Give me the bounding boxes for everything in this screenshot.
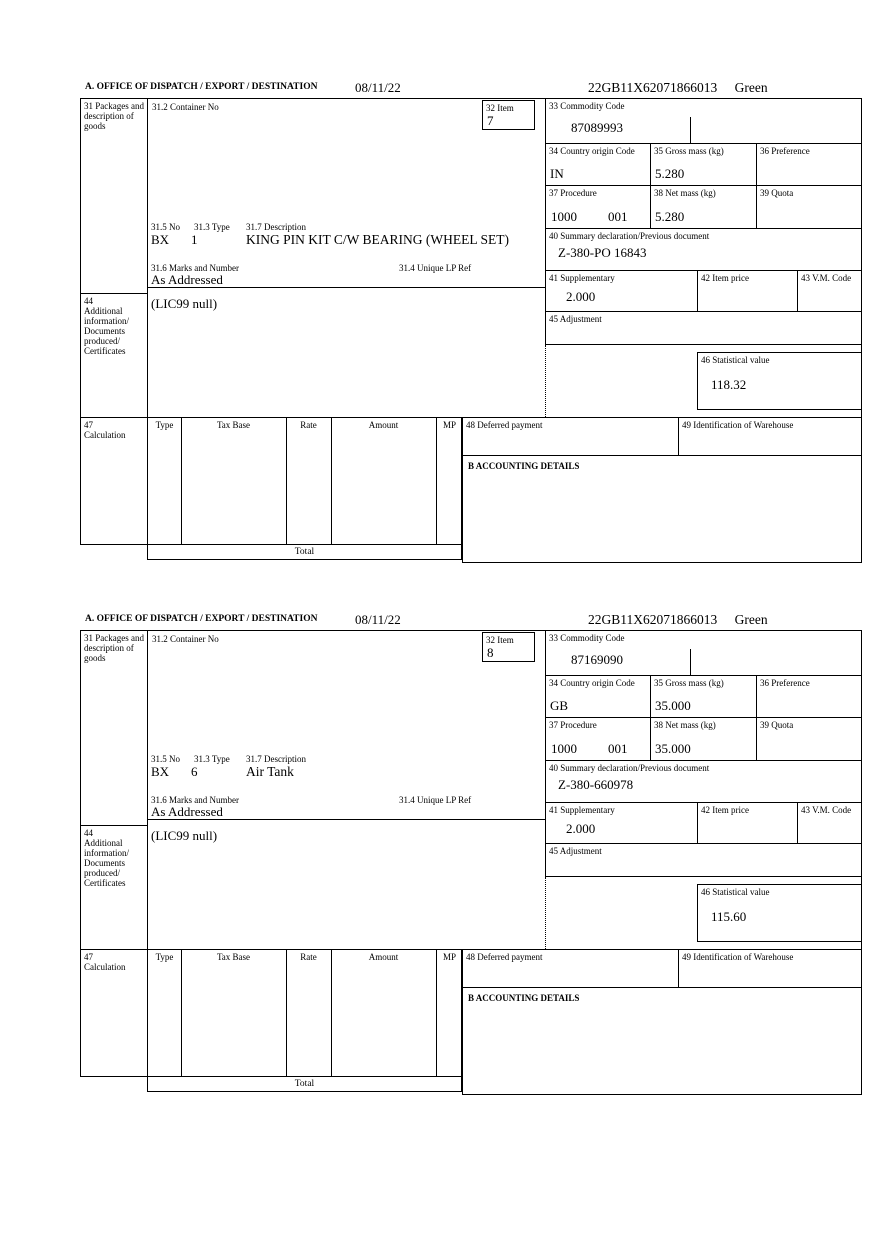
box-44-additional-information xyxy=(80,825,147,949)
box-39-quota xyxy=(756,185,862,228)
accounting-details-area xyxy=(462,987,862,1095)
box-32-label: 32 Item xyxy=(486,635,514,645)
column-header-amount: Amount xyxy=(368,420,399,430)
box-49-label: 49 Identification of Warehouse xyxy=(682,952,794,962)
declaration-reference xyxy=(588,80,768,96)
column-header-type: Type xyxy=(155,952,174,962)
procedure-code-value: 1000 xyxy=(551,209,577,224)
box-31-2-container-label: 31.2 Container No xyxy=(152,634,219,644)
office-of-dispatch-label: A. OFFICE OF DISPATCH / EXPORT / DESTINATION xyxy=(85,82,318,92)
box-43-label: 43 V.M. Code xyxy=(801,273,852,283)
box-47-calculation xyxy=(80,949,147,1077)
box-37-label: 37 Procedure xyxy=(549,720,597,730)
previous-document-value: Z-380-660978 xyxy=(558,777,634,792)
box-48-deferred-payment xyxy=(462,949,678,987)
box-36-label: 36 Preference xyxy=(760,146,810,156)
box-42-label: 42 Item price xyxy=(701,273,749,283)
declaration-date: 08/11/22 xyxy=(355,80,401,95)
procedure-code-value: 1000 xyxy=(551,741,577,756)
box-35-label: 35 Gross mass (kg) xyxy=(654,678,724,688)
box-38-label: 38 Net mass (kg) xyxy=(654,720,716,730)
declaration-item-block xyxy=(0,80,882,563)
box-41-label: 41 Supplementary xyxy=(549,273,615,283)
box-45-label: 45 Adjustment xyxy=(549,846,602,856)
additional-information-value: (LIC99 null) xyxy=(151,296,218,311)
box-31-goods-area xyxy=(147,98,545,417)
box-31-4-label: 31.4 Unique LP Ref xyxy=(399,795,472,805)
box-43-vm-code xyxy=(797,802,862,843)
box-41-supplementary xyxy=(545,270,697,311)
table-column-line xyxy=(436,418,437,544)
commodity-code-value: 87089993 xyxy=(571,120,623,135)
box-39-label: 39 Quota xyxy=(760,720,794,730)
box-31-3-label: 31.3 Type xyxy=(194,754,230,764)
column-header-mp: MP xyxy=(442,952,456,962)
table-column-line xyxy=(286,950,287,1076)
box-46-statistical-value xyxy=(697,352,862,410)
box-47-label: Calculation xyxy=(84,962,126,972)
box-39-quota xyxy=(756,717,862,760)
commodity-code-value: 87169090 xyxy=(571,652,623,667)
box-40-previous-document xyxy=(545,760,862,802)
dotted-divider xyxy=(545,345,546,417)
movement-reference-number: 22GB11X62071866013 xyxy=(588,80,718,95)
box-40-previous-document xyxy=(545,228,862,270)
marks-value: As Addressed xyxy=(151,804,223,819)
box-37-label: 37 Procedure xyxy=(549,188,597,198)
box-44-label: Additional information/ Documents produced/ Certificates xyxy=(84,306,129,357)
net-mass-value: 5.280 xyxy=(655,209,685,224)
box-46-label: 46 Statistical value xyxy=(701,355,770,365)
box-48-label: 48 Deferred payment xyxy=(466,952,543,962)
package-type-value: 1 xyxy=(191,232,198,247)
total-row: Total xyxy=(147,545,462,560)
box-47-calculation xyxy=(80,417,147,545)
column-header-rate: Rate xyxy=(300,952,317,962)
box-31-7-label: 31.7 Description xyxy=(246,222,306,232)
box-40-label: 40 Summary declaration/Previous document xyxy=(549,763,710,773)
box-45-adjustment xyxy=(545,843,862,877)
movement-reference-number: 22GB11X62071866013 xyxy=(588,612,718,627)
gross-mass-value: 35.000 xyxy=(655,698,691,713)
supplementary-units-value: 2.000 xyxy=(566,821,596,836)
box-31-6-label: 31.6 Marks and Number xyxy=(151,263,239,273)
box-42-item-price xyxy=(697,802,797,843)
box-32-label: 32 Item xyxy=(486,103,514,113)
box-47-number: 47 xyxy=(84,952,93,962)
accounting-details-area xyxy=(462,455,862,563)
accounting-details-label: B ACCOUNTING DETAILS xyxy=(468,993,580,1003)
routing-status: Green xyxy=(734,80,768,95)
table-column-line xyxy=(331,418,332,544)
goods-description-value: Air Tank xyxy=(246,764,294,779)
box-39-label: 39 Quota xyxy=(760,188,794,198)
statistical-value: 115.60 xyxy=(711,909,747,924)
box-31-packages-label: 31 Packages and description of goods xyxy=(80,630,147,825)
calculation-table xyxy=(147,417,462,545)
box-42-item-price xyxy=(697,270,797,311)
dotted-divider xyxy=(545,877,546,949)
box-46-statistical-value xyxy=(697,884,862,942)
box-32-item xyxy=(482,632,535,662)
statistical-value: 118.32 xyxy=(711,377,747,392)
office-of-dispatch-label: A. OFFICE OF DISPATCH / EXPORT / DESTINATION xyxy=(85,614,318,624)
box-31-5-label: 31.5 No xyxy=(151,754,180,764)
table-column-line xyxy=(181,950,182,1076)
previous-document-value: Z-380-PO 16843 xyxy=(558,245,647,260)
box-46-label: 46 Statistical value xyxy=(701,887,770,897)
box-44-label: Additional information/ Documents produced/ Certificates xyxy=(84,838,129,889)
box-31-5-label: 31.5 No xyxy=(151,222,180,232)
item-number-value: 8 xyxy=(487,645,494,660)
marks-divider-line xyxy=(147,819,545,820)
box-34-country-origin xyxy=(545,675,650,717)
box-44-number: 44 xyxy=(84,828,93,838)
calculation-table xyxy=(147,949,462,1077)
box-31-goods-area xyxy=(147,630,545,949)
box-47-number: 47 xyxy=(84,420,93,430)
box-44-number: 44 xyxy=(84,296,93,306)
box-35-gross-mass xyxy=(650,675,756,717)
box-38-label: 38 Net mass (kg) xyxy=(654,188,716,198)
box-47-label: Calculation xyxy=(84,430,126,440)
box-43-label: 43 V.M. Code xyxy=(801,805,852,815)
table-column-line xyxy=(331,950,332,1076)
box-33-label: 33 Commodity Code xyxy=(549,101,625,111)
box-36-preference xyxy=(756,143,862,185)
package-number-value: BX xyxy=(151,764,170,779)
box-32-item xyxy=(482,100,535,130)
additional-information-value: (LIC99 null) xyxy=(151,828,218,843)
box-34-label: 34 Country origin Code xyxy=(549,146,635,156)
procedure-additional-value: 001 xyxy=(608,741,628,756)
declaration-item-block xyxy=(0,612,882,1095)
declaration-date: 08/11/22 xyxy=(355,612,401,627)
column-header-tax-base: Tax Base xyxy=(216,952,251,962)
box-31-2-container-label: 31.2 Container No xyxy=(152,102,219,112)
box-31-packages-label: 31 Packages and description of goods xyxy=(80,98,147,293)
box-38-net-mass xyxy=(650,185,756,228)
table-column-line xyxy=(181,418,182,544)
item-number-value: 7 xyxy=(487,113,494,128)
marks-divider-line xyxy=(147,287,545,288)
box-48-label: 48 Deferred payment xyxy=(466,420,543,430)
box-45-label: 45 Adjustment xyxy=(549,314,602,324)
supplementary-units-value: 2.000 xyxy=(566,289,596,304)
column-header-type: Type xyxy=(155,420,174,430)
column-header-tax-base: Tax Base xyxy=(216,420,251,430)
box-38-net-mass xyxy=(650,717,756,760)
goods-description-value: KING PIN KIT C/W BEARING (WHEEL SET) xyxy=(246,232,509,247)
package-type-value: 6 xyxy=(191,764,198,779)
package-number-value: BX xyxy=(151,232,170,247)
box-34-label: 34 Country origin Code xyxy=(549,678,635,688)
procedure-additional-value: 001 xyxy=(608,209,628,224)
box-44-additional-information xyxy=(80,293,147,417)
routing-status: Green xyxy=(734,612,768,627)
box-36-preference xyxy=(756,675,862,717)
commodity-code-tick xyxy=(690,117,691,143)
total-row: Total xyxy=(147,1077,462,1092)
box-43-vm-code xyxy=(797,270,862,311)
column-header-mp: MP xyxy=(442,420,456,430)
box-45-adjustment xyxy=(545,311,862,345)
accounting-details-label: B ACCOUNTING DETAILS xyxy=(468,461,580,471)
table-column-line xyxy=(436,950,437,1076)
box-41-label: 41 Supplementary xyxy=(549,805,615,815)
box-33-commodity-code xyxy=(545,98,862,143)
box-33-commodity-code xyxy=(545,630,862,675)
box-48-deferred-payment xyxy=(462,417,678,455)
box-35-gross-mass xyxy=(650,143,756,185)
box-49-warehouse xyxy=(678,417,862,455)
country-origin-value: GB xyxy=(550,698,569,713)
box-49-label: 49 Identification of Warehouse xyxy=(682,420,794,430)
box-31-4-label: 31.4 Unique LP Ref xyxy=(399,263,472,273)
box-37-procedure xyxy=(545,185,650,228)
country-origin-value: IN xyxy=(550,166,564,181)
commodity-code-tick xyxy=(690,649,691,675)
box-41-supplementary xyxy=(545,802,697,843)
declaration-reference xyxy=(588,612,768,628)
gross-mass-value: 5.280 xyxy=(655,166,685,181)
net-mass-value: 35.000 xyxy=(655,741,691,756)
marks-value: As Addressed xyxy=(151,272,223,287)
box-49-warehouse xyxy=(678,949,862,987)
box-33-label: 33 Commodity Code xyxy=(549,633,625,643)
box-42-label: 42 Item price xyxy=(701,805,749,815)
box-37-procedure xyxy=(545,717,650,760)
column-header-amount: Amount xyxy=(368,952,399,962)
box-36-label: 36 Preference xyxy=(760,678,810,688)
box-34-country-origin xyxy=(545,143,650,185)
box-35-label: 35 Gross mass (kg) xyxy=(654,146,724,156)
box-40-label: 40 Summary declaration/Previous document xyxy=(549,231,710,241)
table-column-line xyxy=(286,418,287,544)
box-31-6-label: 31.6 Marks and Number xyxy=(151,795,239,805)
column-header-rate: Rate xyxy=(300,420,317,430)
box-31-3-label: 31.3 Type xyxy=(194,222,230,232)
box-31-7-label: 31.7 Description xyxy=(246,754,306,764)
